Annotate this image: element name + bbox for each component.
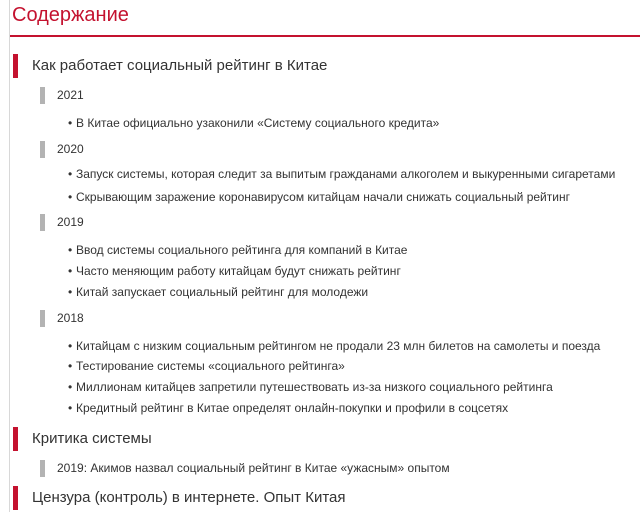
toc-item-label: Ввод системы социального рейтинга для компаний в Китае bbox=[76, 243, 408, 257]
toc-item-label: Кредитный рейтинг в Китае определят онлайн-покупки и профили в соцсетях bbox=[76, 401, 509, 415]
toc-item[interactable] bbox=[68, 166, 615, 182]
toc-item-label: Часто меняющим работу китайцам будут снижать рейтинг bbox=[76, 264, 401, 278]
toc-item-label: Китай запускает социальный рейтинг для молодежи bbox=[76, 285, 369, 299]
toc-item-label: Китайцам с низким социальным рейтингом не продали 23 млн билетов на самолеты и поезда bbox=[76, 339, 601, 353]
bullet-icon: • bbox=[68, 359, 73, 373]
toc-item-label: Скрывающим заражение коронавирусом китайцам начали снижать социальный рейтинг bbox=[76, 190, 570, 204]
toc-subsection-akimov[interactable]: 2019: Акимов назвал социальный рейтинг в Китае «ужасным» опытом bbox=[40, 460, 450, 477]
bullet-icon: • bbox=[68, 116, 73, 130]
toc-item-label: Запуск системы, которая следит за выпитым гражданами алкоголем и выкуренными сигаретами bbox=[76, 167, 616, 181]
bullet-icon: • bbox=[68, 285, 73, 299]
toc-item[interactable] bbox=[68, 189, 570, 205]
table-of-contents bbox=[9, 0, 640, 512]
toc-section-criticism[interactable]: Критика системы bbox=[13, 427, 152, 451]
toc-item[interactable] bbox=[68, 115, 439, 131]
toc-section-censorship[interactable]: Цензура (контроль) в интернете. Опыт Китая bbox=[13, 486, 346, 510]
bullet-icon: • bbox=[68, 243, 73, 257]
bullet-icon: • bbox=[68, 167, 73, 181]
bullet-icon: • bbox=[68, 190, 73, 204]
bullet-icon: • bbox=[68, 339, 73, 353]
toc-item[interactable] bbox=[68, 242, 407, 258]
toc-title: Содержание bbox=[12, 4, 129, 26]
toc-item[interactable] bbox=[68, 263, 401, 279]
toc-year-2020[interactable]: 2020 bbox=[40, 141, 84, 158]
toc-item[interactable] bbox=[68, 358, 345, 374]
toc-section-how-it-works[interactable]: Как работает социальный рейтинг в Китае bbox=[13, 54, 327, 78]
bullet-icon: • bbox=[68, 380, 73, 394]
toc-year-2019[interactable]: 2019 bbox=[40, 214, 84, 231]
toc-item[interactable] bbox=[68, 400, 508, 416]
toc-item[interactable] bbox=[68, 284, 368, 300]
toc-item[interactable] bbox=[68, 379, 553, 395]
toc-year-2018[interactable]: 2018 bbox=[40, 310, 84, 327]
toc-item[interactable] bbox=[68, 338, 600, 354]
bullet-icon: • bbox=[68, 401, 73, 415]
toc-item-label: Тестирование системы «социального рейтинга» bbox=[76, 359, 345, 373]
toc-year-2021[interactable]: 2021 bbox=[40, 87, 84, 104]
toc-item-label: В Китае официально узаконили «Систему социального кредита» bbox=[76, 116, 440, 130]
bullet-icon: • bbox=[68, 264, 73, 278]
toc-item-label: Миллионам китайцев запретили путешествовать из-за низкого социального рейтинга bbox=[76, 380, 553, 394]
